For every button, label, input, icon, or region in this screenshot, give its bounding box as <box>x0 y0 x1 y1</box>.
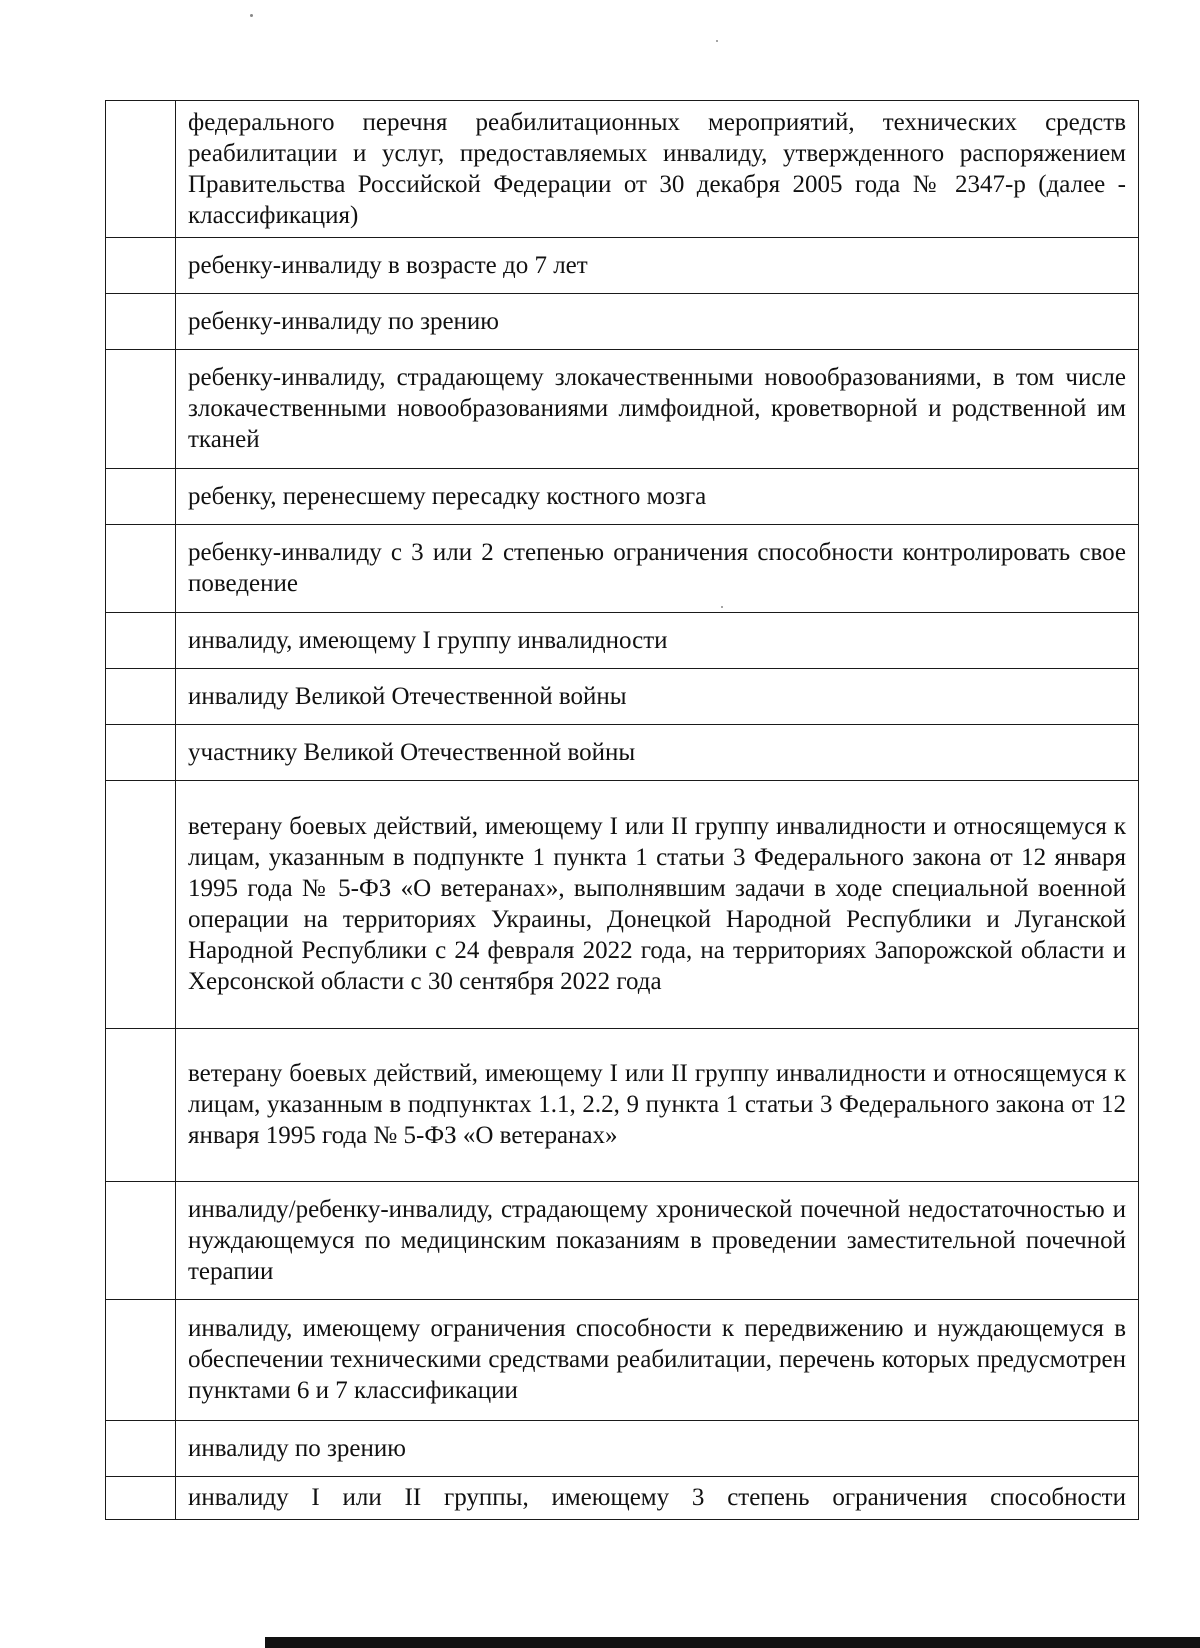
row-text: ребенку-инвалиду с 3 или 2 степенью ограничения способности контролировать свое поведение <box>176 525 1139 613</box>
table-row <box>106 350 1139 469</box>
row-number-cell <box>106 238 176 294</box>
scan-speck <box>716 40 718 42</box>
row-number-cell <box>106 781 176 1029</box>
table-row <box>106 238 1139 294</box>
row-number-cell <box>106 525 176 613</box>
row-text: инвалиду/ребенку-инвалиду, страдающему хронической почечной недостаточностью и нуждающемуся по медицинским показаниям в проведении заместительной почечной терапии <box>176 1182 1139 1300</box>
table-row <box>106 469 1139 525</box>
table-row <box>106 613 1139 669</box>
scan-speck <box>721 606 723 608</box>
row-text: ребенку-инвалиду, страдающему злокачественными новообразованиями, в том числе злокачественными новообразованиями лимфоидной, кроветворной и родственной им тканей <box>176 350 1139 469</box>
table-row <box>106 1300 1139 1421</box>
row-number-cell <box>106 613 176 669</box>
table-row <box>106 294 1139 350</box>
table-row <box>106 669 1139 725</box>
row-text: инвалиду по зрению <box>176 1421 1139 1477</box>
row-text: ребенку, перенесшему пересадку костного мозга <box>176 469 1139 525</box>
row-number-cell <box>106 1300 176 1421</box>
row-text: ребенку-инвалиду по зрению <box>176 294 1139 350</box>
row-number-cell <box>106 669 176 725</box>
table-row <box>106 1029 1139 1182</box>
table-row <box>106 1477 1139 1520</box>
row-text: ветерану боевых действий, имеющему I или II группу инвалидности и относящемуся к лицам, указанным в подпункте 1 пункта 1 статьи 3 Федерального закона от 12 января 1995 года № 5-ФЗ «О ветеранах», выполнявшим задачи в ходе специальной военной операции на территориях Украины, Донецкой Народной Республики и Луганской Народной Республики с 24 февраля 2022 года, на территориях Запорожской области и Херсонской области с 30 сентября 2022 года <box>176 781 1139 1029</box>
row-text: участнику Великой Отечественной войны <box>176 725 1139 781</box>
row-number-cell <box>106 1029 176 1182</box>
table-row <box>106 725 1139 781</box>
row-number-cell <box>106 469 176 525</box>
row-number-cell <box>106 1421 176 1477</box>
row-text: инвалиду, имеющему ограничения способности к передвижению и нуждающемуся в обеспечении техническими средствами реабилитации, перечень которых предусмотрен пунктами 6 и 7 классификации <box>176 1300 1139 1421</box>
row-number-cell <box>106 101 176 238</box>
category-table <box>105 100 1139 1520</box>
row-number-cell <box>106 350 176 469</box>
table-row <box>106 1421 1139 1477</box>
row-number-cell <box>106 1477 176 1520</box>
table-row <box>106 1182 1139 1300</box>
row-text: федерального перечня реабилитационных мероприятий, технических средств реабилитации и услуг, предоставляемых инвалиду, утвержденного распоряжением Правительства Российской Федерации от 30 декабря 2005 года № 2347-р (далее - классификация) <box>176 101 1139 238</box>
row-text: инвалиду, имеющему I группу инвалидности <box>176 613 1139 669</box>
row-number-cell <box>106 725 176 781</box>
row-text: ветерану боевых действий, имеющему I или II группу инвалидности и относящемуся к лицам, указанным в подпунктах 1.1, 2.2, 9 пункта 1 статьи 3 Федерального закона от 12 января 1995 года № 5-ФЗ «О ветеранах» <box>176 1029 1139 1182</box>
table-row <box>106 525 1139 613</box>
row-number-cell <box>106 1182 176 1300</box>
row-text: инвалиду I или II группы, имеющему 3 степень ограничения способности <box>176 1477 1139 1520</box>
row-text: инвалиду Великой Отечественной войны <box>176 669 1139 725</box>
scan-edge-bar <box>265 1637 1200 1648</box>
scan-speck <box>250 14 253 17</box>
table-row <box>106 781 1139 1029</box>
row-text: ребенку-инвалиду в возрасте до 7 лет <box>176 238 1139 294</box>
row-number-cell <box>106 294 176 350</box>
table-row <box>106 101 1139 238</box>
